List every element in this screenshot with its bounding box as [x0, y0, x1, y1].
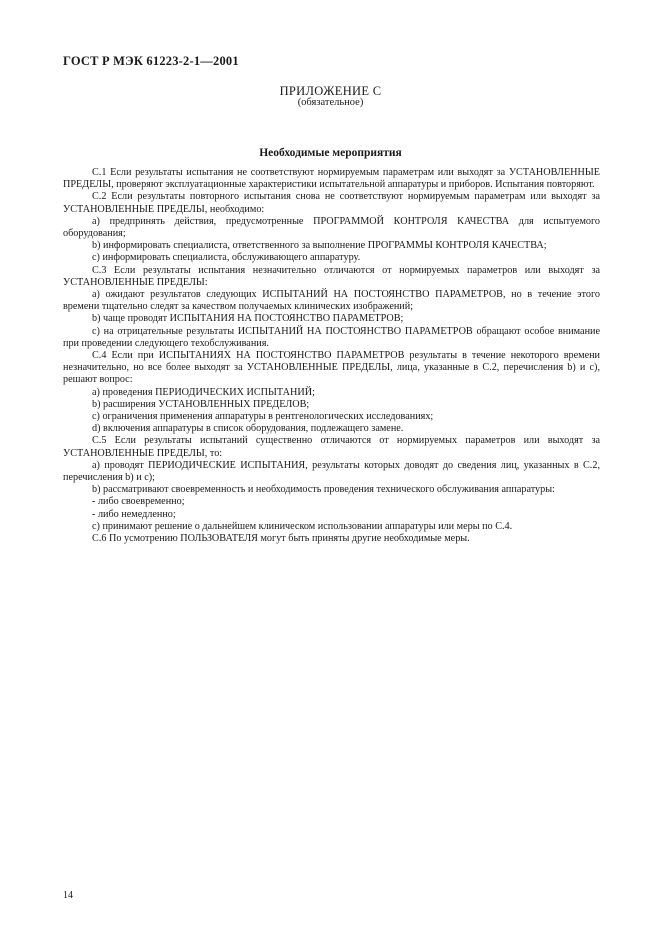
list-item: с) принимают решение о дальнейшем клиническом использовании аппаратуры или меры по С.4.	[92, 520, 513, 532]
page-number: 14	[63, 890, 73, 901]
paragraph-c2: С.2 Если результаты повторного испытания снова не соответствуют нормируемым параметрам или выходят за УСТАНОВЛЕННЫЕ ПРЕДЕЛЫ, необходимо:	[63, 191, 600, 215]
list-item: b) расширения УСТАНОВЛЕННЫХ ПРЕДЕЛОВ;	[92, 398, 310, 410]
list-item: с) на отрицательные результаты ИСПЫТАНИЙ НА ПОСТОЯНСТВО ПАРАМЕТРОВ обращают особое внимание при проведении следующего техобслуживания.	[63, 325, 600, 349]
paragraph-c1: С.1 Если результаты испытания не соответствуют нормируемым параметрам или выходят за УСТАНОВЛЕННЫЕ ПРЕДЕЛЫ, проверяют эксплуатационные характеристики испытательной аппаратуры и приборов. Испытания повторяют.	[63, 167, 600, 191]
list-item: а) предпринять действия, предусмотренные ПРОГРАММОЙ КОНТРОЛЯ КАЧЕСТВА для испытуемого оборудования;	[63, 215, 600, 240]
list-item: b) рассматривают своевременность и необходимость проведения технического обслуживания аппаратуры:	[92, 484, 555, 496]
list-item: d) включения аппаратуры в список оборудования, подлежащего замене.	[92, 423, 404, 435]
document-header: ГОСТ Р МЭК 61223-2-1—2001	[63, 54, 239, 68]
list-item: а) проведения ПЕРИОДИЧЕСКИХ ИСПЫТАНИЙ;	[92, 386, 315, 398]
section-title: Необходимые мероприятия	[259, 147, 402, 159]
appendix-subtitle: (обязательное)	[297, 97, 364, 108]
list-item: с) информировать специалиста, обслуживающего аппаратуру.	[92, 252, 361, 264]
list-item: b) чаще проводят ИСПЫТАНИЯ НА ПОСТОЯНСТВО ПАРАМЕТРОВ;	[92, 313, 404, 325]
dash-item: - либо немедленно;	[92, 508, 176, 520]
list-item: а) ожидают результатов следующих ИСПЫТАНИЙ НА ПОСТОЯНСТВО ПАРАМЕТРОВ, но в течение этого времени тщательно следят за качеством получаемых клинических изображений;	[63, 289, 600, 313]
paragraph-c4: С.4 Если при ИСПЫТАНИЯХ НА ПОСТОЯНСТВО ПАРАМЕТРОВ результаты в течение некоторого времени незначительно, но все более выходят за УСТАНОВЛЕННЫЕ ПРЕДЕЛЫ, лица, указанные в С.2, перечисления b) и с), решают вопрос:	[63, 350, 600, 386]
paragraph-c5: С.5 Если результаты испытаний существенно отличаются от нормируемых параметров или выходят за УСТАНОВЛЕННЫЕ ПРЕДЕЛЫ, то:	[63, 435, 600, 459]
appendix-title: ПРИЛОЖЕНИЕ С	[279, 84, 382, 98]
list-item: с) ограничения применения аппаратуры в рентгенологических исследованиях;	[92, 411, 434, 423]
list-item: а) проводят ПЕРИОДИЧЕСКИЕ ИСПЫТАНИЯ, результаты которых доводят до сведения лиц, указанных в С.2, перечисления b) и с);	[63, 459, 600, 484]
list-item: b) информировать специалиста, ответственного за выполнение ПРОГРАММЫ КОНТРОЛЯ КАЧЕСТВА;	[92, 240, 547, 252]
dash-item: - либо своевременно;	[92, 496, 185, 508]
paragraph-c3: С.3 Если результаты испытания незначительно отличаются от нормируемых параметров или выходят за УСТАНОВЛЕННЫЕ ПРЕДЕЛЫ:	[63, 264, 600, 288]
document-body	[63, 167, 600, 545]
paragraph-c6: С.6 По усмотрению ПОЛЬЗОВАТЕЛЯ могут быть приняты другие необходимые меры.	[92, 533, 470, 545]
